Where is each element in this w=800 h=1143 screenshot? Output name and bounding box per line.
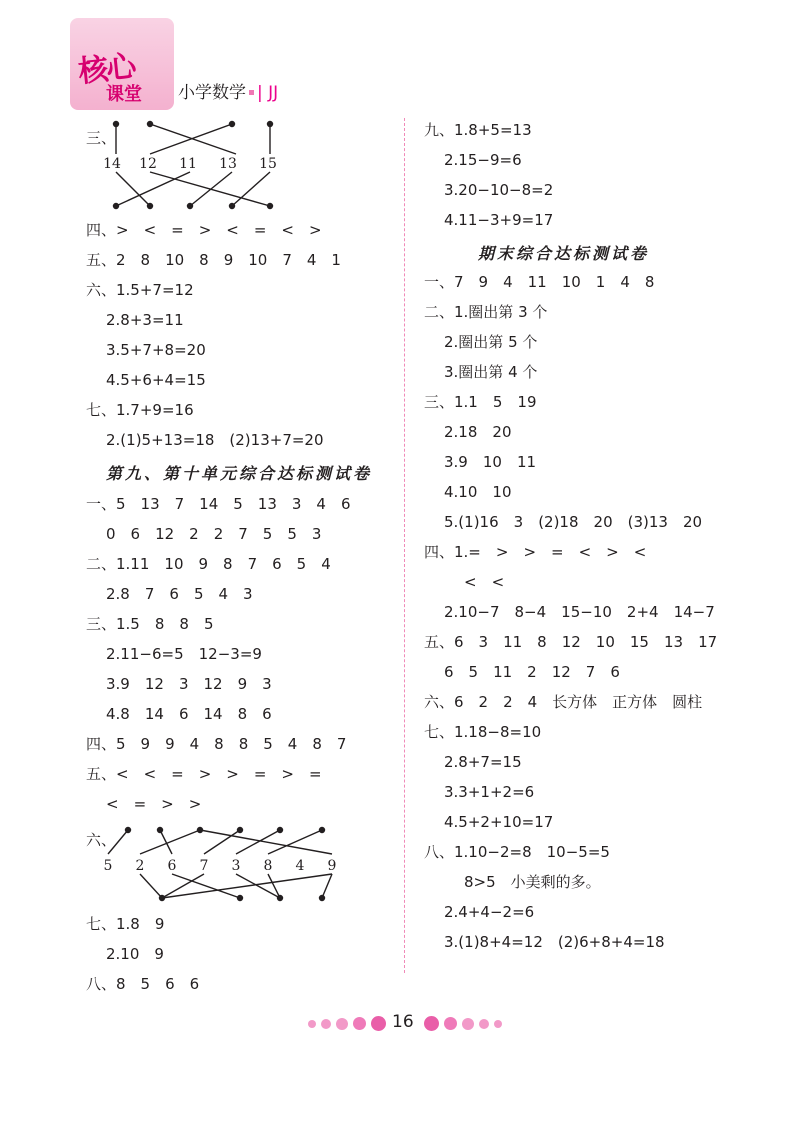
match-number: 15: [259, 156, 277, 172]
left-san-label: 三、: [86, 129, 117, 147]
footer-dots-right: [424, 1016, 502, 1031]
match-number: 13: [219, 156, 237, 172]
match-line: [190, 172, 232, 206]
left-t-er1: 二、1.11 10 9 8 7 6 5 4: [86, 555, 331, 573]
match-number: 7: [199, 858, 209, 874]
right-qi3: 3.3+1+2=6: [444, 783, 535, 801]
brand-logo: [70, 18, 174, 110]
match-number: 6: [167, 858, 177, 874]
decor-dot: [321, 1019, 331, 1029]
left-liu1: 六、1.5+7=12: [86, 281, 194, 299]
left-si: 四、> < = > < = < >: [86, 221, 322, 239]
right-wu1: 五、6 3 11 8 12 10 15 13 17: [424, 633, 718, 651]
match-number: 2: [135, 858, 145, 874]
right-si2: 2.10−7 8−4 15−10 2+4 14−7: [444, 603, 715, 621]
left-t-qi1: 七、1.8 9: [86, 915, 165, 933]
right-yi: 一、7 9 4 11 10 1 4 8: [424, 273, 655, 291]
separator-dot: [249, 90, 254, 95]
match-line: [108, 830, 128, 854]
left-qi1: 七、1.7+9=16: [86, 401, 194, 419]
right-ba2: 2.4+4−2=6: [444, 903, 535, 921]
right-san1: 三、1.1 5 19: [424, 393, 537, 411]
right-jiu2: 2.15−9=6: [444, 151, 522, 169]
decor-dot: [353, 1017, 366, 1030]
section-title-final: 期末综合达标测试卷: [478, 244, 650, 263]
left-t-yi2: 0 6 12 2 2 7 5 5 3: [106, 525, 322, 543]
decor-dot: [462, 1018, 474, 1030]
match-number: 8: [263, 858, 273, 874]
right-san3: 3.9 10 11: [444, 453, 537, 471]
left-t-qi2: 2.10 9: [106, 945, 164, 963]
match-number: 11: [179, 156, 197, 172]
section-title-unit-9-10: 第九、第十单元综合达标测试卷: [106, 464, 373, 483]
left-liu4: 4.5+6+4=15: [106, 371, 206, 389]
matching-diagram-1: [96, 116, 296, 216]
match-number: 5: [103, 858, 113, 874]
match-line: [322, 874, 332, 898]
right-san5: 5.(1)16 3 (2)18 20 (3)13 20: [444, 513, 703, 531]
left-t-liu-label: 六、: [86, 831, 117, 849]
right-san4: 4.10 10: [444, 483, 512, 501]
match-number: 4: [295, 858, 305, 874]
right-jiu3: 3.20−10−8=2: [444, 181, 554, 199]
right-er1: 二、1.圈出第 3 个: [424, 303, 548, 321]
left-t-ba: 八、8 5 6 6: [86, 975, 200, 993]
footer-dots-left: [308, 1016, 386, 1031]
series-code: JJ: [268, 83, 279, 103]
match-line: [162, 874, 332, 898]
left-qi2: 2.(1)5+13=18 (2)13+7=20: [106, 431, 324, 449]
match-line: [236, 830, 280, 854]
right-liu: 六、6 2 2 4 长方体 正方体 圆柱: [424, 693, 703, 711]
decor-dot: [308, 1020, 316, 1028]
right-qi2: 2.8+7=15: [444, 753, 522, 771]
left-t-wu1: 五、< < = > > = > =: [86, 765, 322, 783]
right-ba3: 3.(1)8+4=12 (2)6+8+4=18: [444, 933, 665, 951]
right-si1: 四、1.= > > = < > <: [424, 543, 647, 561]
left-liu3: 3.5+7+8=20: [106, 341, 206, 359]
right-wu2: 6 5 11 2 12 7 6: [444, 663, 620, 681]
decor-dot: [424, 1016, 439, 1031]
decor-dot: [494, 1020, 502, 1028]
match-line: [140, 874, 162, 898]
page-footer: [0, 1010, 800, 1034]
match-line: [116, 172, 150, 206]
left-t-san4: 4.8 14 6 14 8 6: [106, 705, 272, 723]
match-number: 9: [327, 858, 337, 874]
left-t-yi1: 一、5 13 7 14 5 13 3 4 6: [86, 495, 351, 513]
match-number: 3: [231, 858, 241, 874]
subject-label: 小学数学 | JJ: [178, 83, 279, 103]
decor-dot: [479, 1019, 489, 1029]
subject-text: 小学数学: [178, 83, 246, 103]
right-er2: 2.圈出第 5 个: [444, 333, 538, 351]
right-qi1: 七、1.18−8=10: [424, 723, 542, 741]
decor-dot: [336, 1018, 348, 1030]
left-t-san3: 3.9 12 3 12 9 3: [106, 675, 272, 693]
left-t-san1: 三、1.5 8 8 5: [86, 615, 214, 633]
matching-diagram-2: [100, 822, 350, 912]
right-jiu4: 4.11−3+9=17: [444, 211, 554, 229]
column-divider: [404, 118, 405, 973]
match-number: 14: [103, 156, 121, 172]
decor-dot: [371, 1016, 386, 1031]
right-qi4: 4.5+2+10=17: [444, 813, 554, 831]
left-t-er2: 2.8 7 6 5 4 3: [106, 585, 253, 603]
left-t-si: 四、5 9 9 4 8 8 5 4 8 7: [86, 735, 347, 753]
right-ba1: 八、1.10−2=8 10−5=5: [424, 843, 610, 861]
left-t-wu2: < = > >: [106, 795, 202, 813]
logo-line1: 核心: [76, 49, 137, 90]
right-san2: 2.18 20: [444, 423, 512, 441]
page-number: 16: [392, 1012, 414, 1032]
logo-line2: 课堂: [106, 84, 142, 105]
match-line: [116, 172, 190, 206]
left-wu: 五、2 8 10 8 9 10 7 4 1: [86, 251, 341, 269]
right-jiu1: 九、1.8+5=13: [424, 121, 532, 139]
match-number: 12: [139, 156, 157, 172]
left-liu2: 2.8+3=11: [106, 311, 184, 329]
right-ba1b: 8>5 小美剩的多。: [464, 873, 601, 891]
right-si1b: < <: [464, 573, 505, 591]
left-t-san2: 2.11−6=5 12−3=9: [106, 645, 262, 663]
right-er3: 3.圈出第 4 个: [444, 363, 538, 381]
decor-dot: [444, 1017, 457, 1030]
